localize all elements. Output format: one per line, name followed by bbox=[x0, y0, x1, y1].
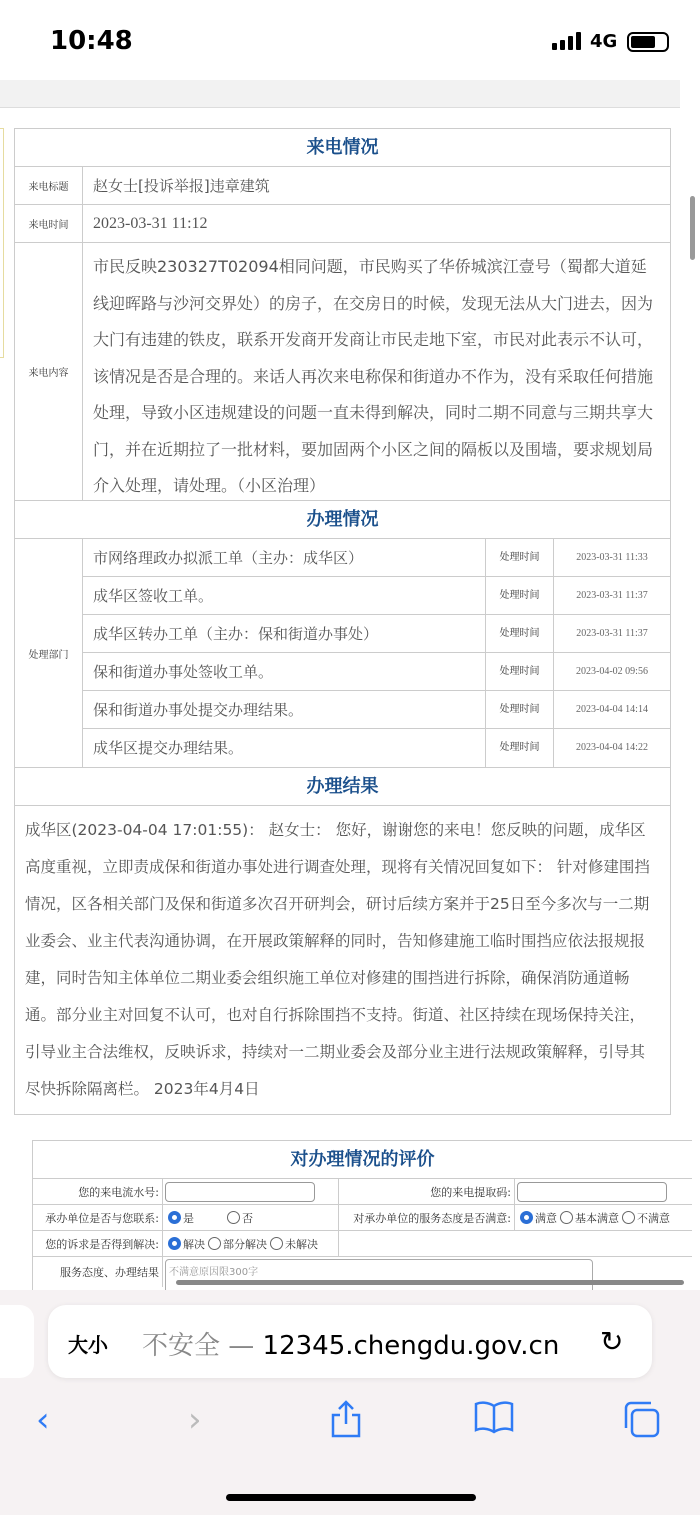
reload-icon[interactable]: ↻ bbox=[600, 1325, 624, 1358]
label-call-time: 来电时间 bbox=[15, 205, 83, 242]
step-time: 2023-04-02 09:56 bbox=[576, 666, 648, 677]
step-time-label: 处理时间 bbox=[486, 539, 554, 576]
step-desc: 成华区签收工单。 bbox=[83, 577, 486, 614]
label-call-content: 来电内容 bbox=[15, 243, 83, 500]
url-text: 12345.chengdu.gov.cn bbox=[262, 1331, 560, 1361]
label-call-title: 来电标题 bbox=[15, 167, 83, 204]
reason-label: 服务态度、办理结果 bbox=[33, 1257, 163, 1287]
processing-step bbox=[83, 729, 670, 767]
radio-attitude-basic[interactable] bbox=[560, 1211, 573, 1224]
step-time-label: 处理时间 bbox=[486, 577, 554, 614]
option-label: 基本满意 bbox=[575, 1211, 619, 1225]
bookmarks-icon[interactable] bbox=[474, 1400, 514, 1443]
label-dept: 处理部门 bbox=[15, 539, 83, 767]
resolved-label: 您的诉求是否得到解决: bbox=[33, 1231, 163, 1256]
section-title-call-info: 来电情况 bbox=[15, 129, 670, 167]
call-time: 2023-03-31 11:12 bbox=[93, 214, 208, 232]
radio-partial[interactable] bbox=[208, 1237, 221, 1250]
processing-step bbox=[83, 577, 670, 615]
radio-contact-no[interactable] bbox=[227, 1211, 240, 1224]
call-title: 赵女士[投诉举报]违章建筑 bbox=[93, 177, 270, 195]
address-bar[interactable] bbox=[48, 1305, 652, 1378]
step-time: 2023-03-31 11:37 bbox=[576, 590, 648, 601]
radio-unresolved[interactable] bbox=[270, 1237, 283, 1250]
step-time-label: 处理时间 bbox=[486, 691, 554, 728]
step-desc: 成华区转办工单（主办：保和街道办事处） bbox=[83, 615, 486, 652]
home-indicator bbox=[226, 1494, 476, 1501]
tabs-icon[interactable] bbox=[622, 1400, 662, 1447]
option-label: 部分解决 bbox=[223, 1237, 267, 1251]
processing-step bbox=[83, 539, 670, 577]
step-time: 2023-04-04 14:22 bbox=[576, 742, 648, 753]
option-label: 解决 bbox=[183, 1237, 205, 1251]
network-type: 4G bbox=[590, 31, 618, 52]
horizontal-scrollbar[interactable] bbox=[176, 1280, 684, 1285]
clock: 10:48 bbox=[50, 26, 133, 56]
evaluation-title: 对办理情况的评价 bbox=[33, 1141, 692, 1179]
step-time: 2023-03-31 11:33 bbox=[576, 552, 648, 563]
reason-textarea[interactable]: 不满意原因限300字 bbox=[165, 1259, 593, 1295]
vertical-scrollbar[interactable] bbox=[690, 196, 695, 260]
evaluation-form bbox=[32, 1140, 692, 1302]
insecure-label: 不安全 — bbox=[142, 1331, 255, 1361]
step-desc: 市网络理政办拟派工单（主办：成华区） bbox=[83, 539, 486, 576]
option-label: 不满意 bbox=[637, 1211, 670, 1225]
browser-toolbar bbox=[0, 1290, 700, 1515]
section-title-processing: 办理情况 bbox=[15, 501, 670, 539]
attitude-label: 对承办单位的服务态度是否满意: bbox=[339, 1205, 515, 1230]
signal-icon bbox=[552, 32, 581, 50]
share-icon[interactable] bbox=[330, 1400, 362, 1447]
option-label: 未解决 bbox=[285, 1237, 318, 1251]
step-time-label: 处理时间 bbox=[486, 615, 554, 652]
code-input[interactable] bbox=[517, 1182, 667, 1202]
previous-tab-pill[interactable] bbox=[0, 1305, 34, 1378]
back-icon[interactable]: ‹ bbox=[36, 1400, 50, 1440]
text-size-button[interactable]: 大小 bbox=[68, 1333, 108, 1357]
radio-contact-yes[interactable] bbox=[168, 1211, 181, 1224]
step-desc: 成华区提交办理结果。 bbox=[83, 729, 486, 767]
step-desc: 保和街道办事处提交办理结果。 bbox=[83, 691, 486, 728]
call-content: 市民反映230327T02094相同问题，市民购买了华侨城滨江壹号（蜀都大道延线迎晖路与沙河交界处）的房子，在交房日的时候，发现无法从大门进去，因为大门有违建的铁皮，联系开发商开发商让市民走地下室，市民对此表示不认可，该情况是否是合理的。来话人再次来电称保和街道办不作为，没有采取任何措施处理，导致小区违规建设的问题一直未得到解决，同时二期不同意与三期共享大门，并在近期拉了一批材料，要加固两个小区之间的隔板以及围墙，要求规划局介入处理，请处理。（小区治理） bbox=[93, 257, 654, 495]
option-label: 是 bbox=[183, 1211, 194, 1225]
result-text: 成华区(2023-04-04 17:01:55)： 赵女士： 您好，谢谢您的来电！您反映的问题，成华区高度重视，立即责成保和街道办事处进行调查处理，现将有关情况回复如下： 针对修建围挡情况，区各相关部门及保和街道多次召开研判会，研讨后续方案并于25日至今多次与一二期业委会、业主代表沟通协调，在开展政策解释的同时，告知修建施工临时围挡应依法报规报建，同时告知主体单位二期业委会组织施工单位对修建的围挡进行拆除，确保消防通道畅通。部分业主对回复不认可，也对自行拆除围挡不支持。街道、社区持续在现场保持关注，引导业主合法维权，反映诉求，持续对一二期业委会及部分业主进行法规政策解释，引导其尽快拆除隔离栏。 2023年4月4日 bbox=[25, 821, 650, 1098]
page-header-strip bbox=[0, 80, 680, 108]
side-panel-edge bbox=[0, 128, 4, 358]
call-detail-table bbox=[14, 128, 671, 1115]
contact-label: 承办单位是否与您联系: bbox=[33, 1205, 163, 1230]
processing-step bbox=[83, 691, 670, 729]
step-time-label: 处理时间 bbox=[486, 729, 554, 767]
step-desc: 保和街道办事处签收工单。 bbox=[83, 653, 486, 690]
option-label: 满意 bbox=[535, 1211, 557, 1225]
serial-label: 您的来电流水号: bbox=[33, 1179, 163, 1204]
step-time: 2023-04-04 14:14 bbox=[576, 704, 648, 715]
radio-attitude-unsatisfied[interactable] bbox=[622, 1211, 635, 1224]
code-label: 您的来电提取码: bbox=[339, 1179, 515, 1204]
forward-icon[interactable]: › bbox=[188, 1400, 202, 1440]
option-label: 否 bbox=[242, 1211, 253, 1225]
radio-resolved[interactable] bbox=[168, 1237, 181, 1250]
step-time-label: 处理时间 bbox=[486, 653, 554, 690]
processing-step bbox=[83, 653, 670, 691]
serial-input[interactable] bbox=[165, 1182, 315, 1202]
status-bar bbox=[0, 0, 700, 80]
section-title-result: 办理结果 bbox=[15, 768, 670, 806]
processing-step bbox=[83, 615, 670, 653]
step-time: 2023-03-31 11:37 bbox=[576, 628, 648, 639]
battery-icon bbox=[627, 32, 669, 52]
processing-steps bbox=[83, 539, 670, 767]
radio-attitude-satisfied[interactable] bbox=[520, 1211, 533, 1224]
